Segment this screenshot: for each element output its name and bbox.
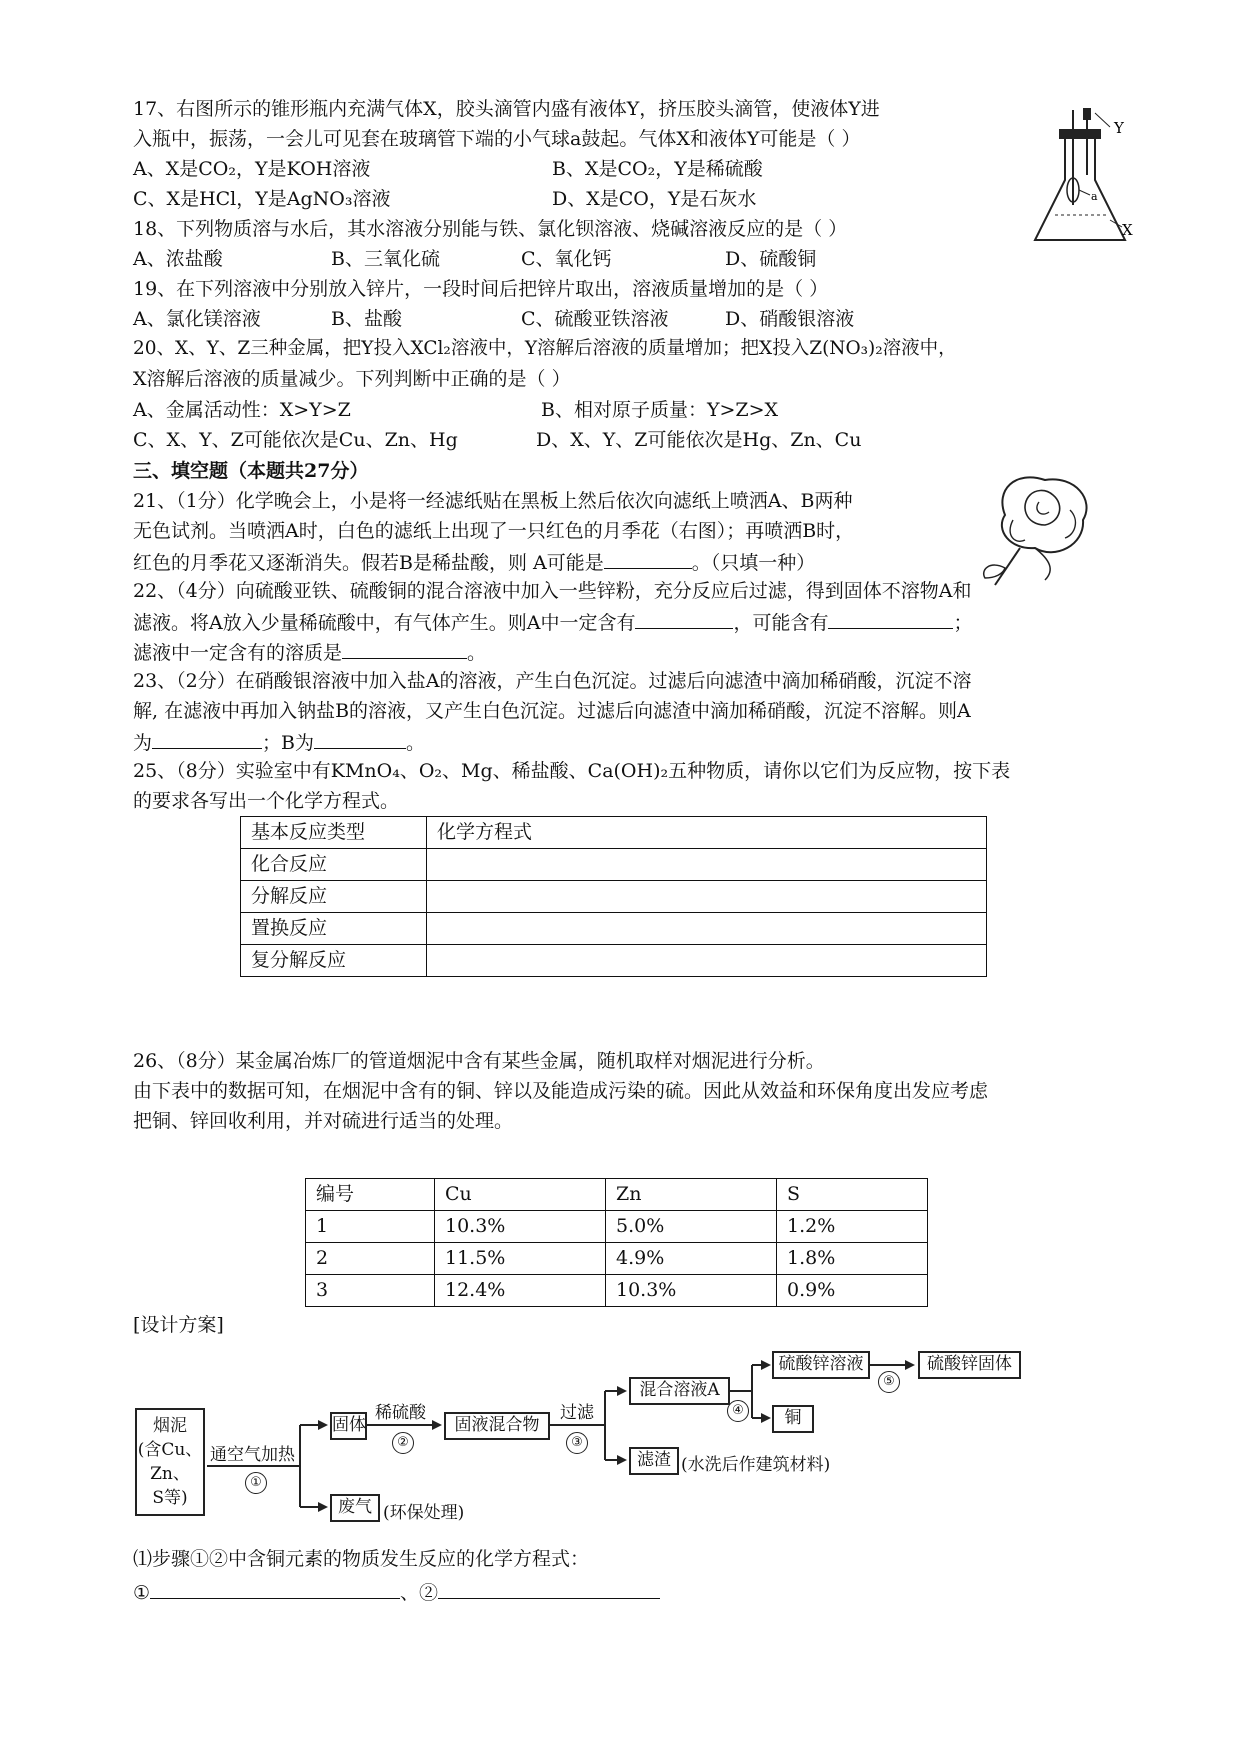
q26-stem-line2: 由下表中的数据可知，在烟泥中含有的铜、锌以及能造成污染的硫。因此从效益和环保角度出发应考虑	[133, 1080, 989, 1102]
table-cell: 3	[306, 1275, 435, 1307]
table-header-row	[241, 817, 987, 849]
q17-option-c: C、X是HCl，Y是AgNO₃溶液	[133, 188, 391, 210]
q23-blank-salt-b[interactable]	[314, 728, 406, 749]
table-header-row	[306, 1179, 928, 1211]
flow-solid-box: 固体	[330, 1412, 367, 1440]
q23-stem-line2: 解, 在滤液中再加入钠盐B的溶液，又产生白色沉淀。过滤后向滤渣中滴加稀硝酸，沉淀不溶解。则A	[133, 700, 971, 722]
q21-stem-line2: 无色试剂。当喷洒A时，白色的滤纸上出现了一只红色的月季花（右图）；再喷洒B时，	[133, 520, 855, 542]
q18-option-c: C、氧化钙	[521, 248, 612, 270]
table-cell: 2	[306, 1243, 435, 1275]
q22-stem-line1: 22、（4分）向硫酸亚铁、硫酸铜的混合溶液中加入一些锌粉，充分反应后过滤，得到固体不溶物A和	[133, 580, 972, 602]
q22-line3-end: 。	[467, 642, 487, 664]
flow-mixture-box: 固液混合物	[444, 1412, 550, 1440]
flask-label-a: a	[1091, 190, 1098, 203]
start-line-3: Zn、	[150, 1464, 190, 1484]
design-plan-label: [设计方案]	[133, 1314, 224, 1336]
table-cell: 1.8%	[777, 1243, 928, 1275]
start-line-1: 烟泥	[153, 1416, 187, 1436]
table-row	[306, 1243, 928, 1275]
q17-stem-line1: 17、右图所示的锥形瓶内充满气体X，胶头滴管内盛有液体Y，挤压胶头滴管，使液体Y进	[133, 98, 880, 120]
q17-stem-line2: 入瓶中，振荡，一会儿可见套在玻璃管下端的小气球a鼓起。气体X和液体Y可能是（ ）	[133, 128, 861, 150]
conical-flask-figure	[1015, 105, 1135, 250]
q22-blank-must-contain[interactable]	[635, 608, 733, 629]
section-3-heading: 三、填空题（本题共27分）	[133, 460, 369, 482]
flow-start-box	[135, 1408, 205, 1516]
q21-line3-end: 。（只填一种）	[691, 552, 816, 574]
table-row	[241, 945, 987, 977]
arrow3-label: 过滤	[560, 1403, 594, 1423]
q22-line3-text: 滤液中一定含有的溶质是	[133, 642, 343, 664]
flow-solution-a-box: 混合溶液A	[629, 1377, 730, 1405]
q25-stem-line1: 25、（8分）实验室中有KMnO₄、O₂、Mg、稀盐酸、Ca(OH)₂五种物质，请你以它们为反应物，按下表	[133, 760, 1011, 782]
q19-option-d: D、硝酸银溶液	[725, 308, 855, 330]
table-cell: 0.9%	[777, 1275, 928, 1307]
q18-option-b: B、三氧化硫	[331, 248, 440, 270]
q19-stem: 19、在下列溶液中分别放入锌片，一段时间后把锌片取出，溶液质量增加的是（ ）	[133, 278, 829, 300]
q26-sub1-answers	[133, 1578, 660, 1606]
q23-blank-salt-a[interactable]	[152, 728, 262, 749]
table-row	[241, 849, 987, 881]
q22-blank-may-contain[interactable]	[828, 608, 953, 629]
reaction-type-table	[240, 816, 987, 977]
q19-option-b: B、盐酸	[331, 308, 402, 330]
q21-answer-blank[interactable]	[604, 548, 692, 569]
q18-option-d: D、硫酸铜	[725, 248, 817, 270]
rose-figure	[975, 460, 1115, 595]
table-header-cell: S	[777, 1179, 928, 1211]
table-header-cell: 编号	[306, 1179, 435, 1211]
q18-option-a: A、浓盐酸	[133, 248, 223, 270]
step-4-marker: ④	[727, 1400, 749, 1422]
q22-line2-end: ；	[953, 612, 973, 634]
arrow1-label: 通空气加热	[210, 1445, 295, 1465]
q26-stem-line3: 把铜、锌回收利用，并对硫进行适当的处理。	[133, 1110, 514, 1132]
q22-line2-mid: ，可能含有	[733, 612, 829, 634]
table-header-cell: Cu	[435, 1179, 606, 1211]
q23-stem-line3	[133, 728, 425, 756]
q20-option-b: B、相对原子质量：Y>Z>X	[541, 399, 779, 421]
q23-line3-end: 。	[405, 732, 425, 754]
table-row	[241, 913, 987, 945]
q22-line2-text: 滤液。将A放入少量稀硫酸中，有气体产生。则A中一定含有	[133, 612, 636, 634]
arrow2-label: 稀硫酸	[375, 1403, 426, 1423]
q25-stem-line2: 的要求各写出一个化学方程式。	[133, 790, 400, 812]
waste-gas-note: (环保处理)	[383, 1503, 465, 1523]
table-cell: 置换反应	[241, 913, 427, 945]
table-cell: 5.0%	[606, 1211, 777, 1243]
sub1-marker-1: ①	[133, 1582, 151, 1604]
q19-option-a: A、氯化镁溶液	[133, 308, 261, 330]
step-1-marker: ①	[245, 1472, 267, 1494]
q26-sub1-stem: ⑴步骤①②中含铜元素的物质发生反应的化学方程式：	[133, 1548, 590, 1570]
q20-option-d: D、X、Y、Z可能依次是Hg、Zn、Cu	[536, 429, 862, 451]
q17-option-d: D、X是CO，Y是石灰水	[552, 188, 757, 210]
q20-option-a: A、金属活动性：X>Y>Z	[133, 399, 351, 421]
flask-label-y: Y	[1114, 119, 1124, 137]
table-cell: 复分解反应	[241, 945, 427, 977]
q18-stem: 18、下列物质溶与水后，其水溶液分别能与铁、氯化钡溶液、烧碱溶液反应的是（ ）	[133, 218, 848, 240]
q23-line3-a: 为	[133, 732, 153, 754]
q23-stem-line1: 23、（2分）在硝酸银溶液中加入盐A的溶液，产生白色沉淀。过滤后向滤渣中滴加稀硝酸，沉淀不溶	[133, 670, 972, 692]
q17-option-a: A、X是CO₂，Y是KOH溶液	[133, 158, 371, 180]
q26-stem-line1: 26、（8分）某金属冶炼厂的管道烟泥中含有某些金属，随机取样对烟泥进行分析。	[133, 1050, 825, 1072]
smoke-mud-composition-table	[305, 1178, 928, 1307]
q22-stem-line2	[133, 608, 972, 636]
flow-znso4-solid-box: 硫酸锌固体	[918, 1351, 1021, 1379]
step-3-marker: ③	[566, 1432, 588, 1454]
table-cell: 11.5%	[435, 1243, 606, 1275]
q21-line3-text: 红色的月季花又逐渐消失。假若B是稀盐酸，则 A可能是	[133, 552, 604, 574]
q20-stem-line2: X溶解后溶液的质量减少。下列判断中正确的是（ ）	[133, 368, 571, 390]
step-5-marker: ⑤	[878, 1371, 900, 1393]
sub1-blank-1[interactable]	[150, 1578, 400, 1599]
table-header-cell: 基本反应类型	[241, 817, 427, 849]
table-row	[306, 1211, 928, 1243]
equation-cell[interactable]	[427, 881, 987, 913]
q21-stem-line3	[133, 548, 815, 576]
table-row	[306, 1275, 928, 1307]
flow-waste-gas-box: 废气	[330, 1494, 380, 1522]
table-row	[241, 881, 987, 913]
q22-stem-line3	[133, 638, 486, 666]
table-header-cell: Zn	[606, 1179, 777, 1211]
table-cell: 12.4%	[435, 1275, 606, 1307]
step-2-marker: ②	[392, 1432, 414, 1454]
table-cell: 化合反应	[241, 849, 427, 881]
table-cell: 1.2%	[777, 1211, 928, 1243]
table-cell: 10.3%	[435, 1211, 606, 1243]
table-cell: 1	[306, 1211, 435, 1243]
flow-residue-box: 滤渣	[629, 1447, 679, 1475]
q22-blank-solute[interactable]	[342, 638, 467, 659]
sub1-marker-2: 、②	[400, 1582, 439, 1604]
table-cell: 10.3%	[606, 1275, 777, 1307]
q23-line3-b: ；B为	[262, 732, 314, 754]
residue-note: (水洗后作建筑材料)	[681, 1455, 831, 1475]
start-line-4: S等)	[152, 1488, 188, 1508]
start-line-2: (含Cu、	[137, 1440, 203, 1460]
q19-option-c: C、硫酸亚铁溶液	[521, 308, 669, 330]
flask-label-x: X	[1122, 221, 1133, 239]
equation-cell[interactable]	[427, 913, 987, 945]
equation-cell[interactable]	[427, 945, 987, 977]
q17-option-b: B、X是CO₂，Y是稀硫酸	[552, 158, 763, 180]
flow-znso4-solution-box: 硫酸锌溶液	[772, 1351, 870, 1379]
q20-stem-line1: 20、X、Y、Z三种金属，把Y投入XCl₂溶液中，Y溶解后溶液的质量增加；把X投入Z(NO₃)₂溶液中，	[133, 338, 957, 359]
table-header-cell: 化学方程式	[427, 817, 987, 849]
equation-cell[interactable]	[427, 849, 987, 881]
q21-stem-line1: 21、（1分）化学晚会上，小是将一经滤纸贴在黑板上然后依次向滤纸上喷洒A、B两种	[133, 490, 853, 512]
table-cell: 分解反应	[241, 881, 427, 913]
flow-copper-box: 铜	[772, 1405, 814, 1433]
q20-option-c: C、X、Y、Z可能依次是Cu、Zn、Hg	[133, 429, 458, 451]
table-cell: 4.9%	[606, 1243, 777, 1275]
sub1-blank-2[interactable]	[438, 1578, 660, 1599]
